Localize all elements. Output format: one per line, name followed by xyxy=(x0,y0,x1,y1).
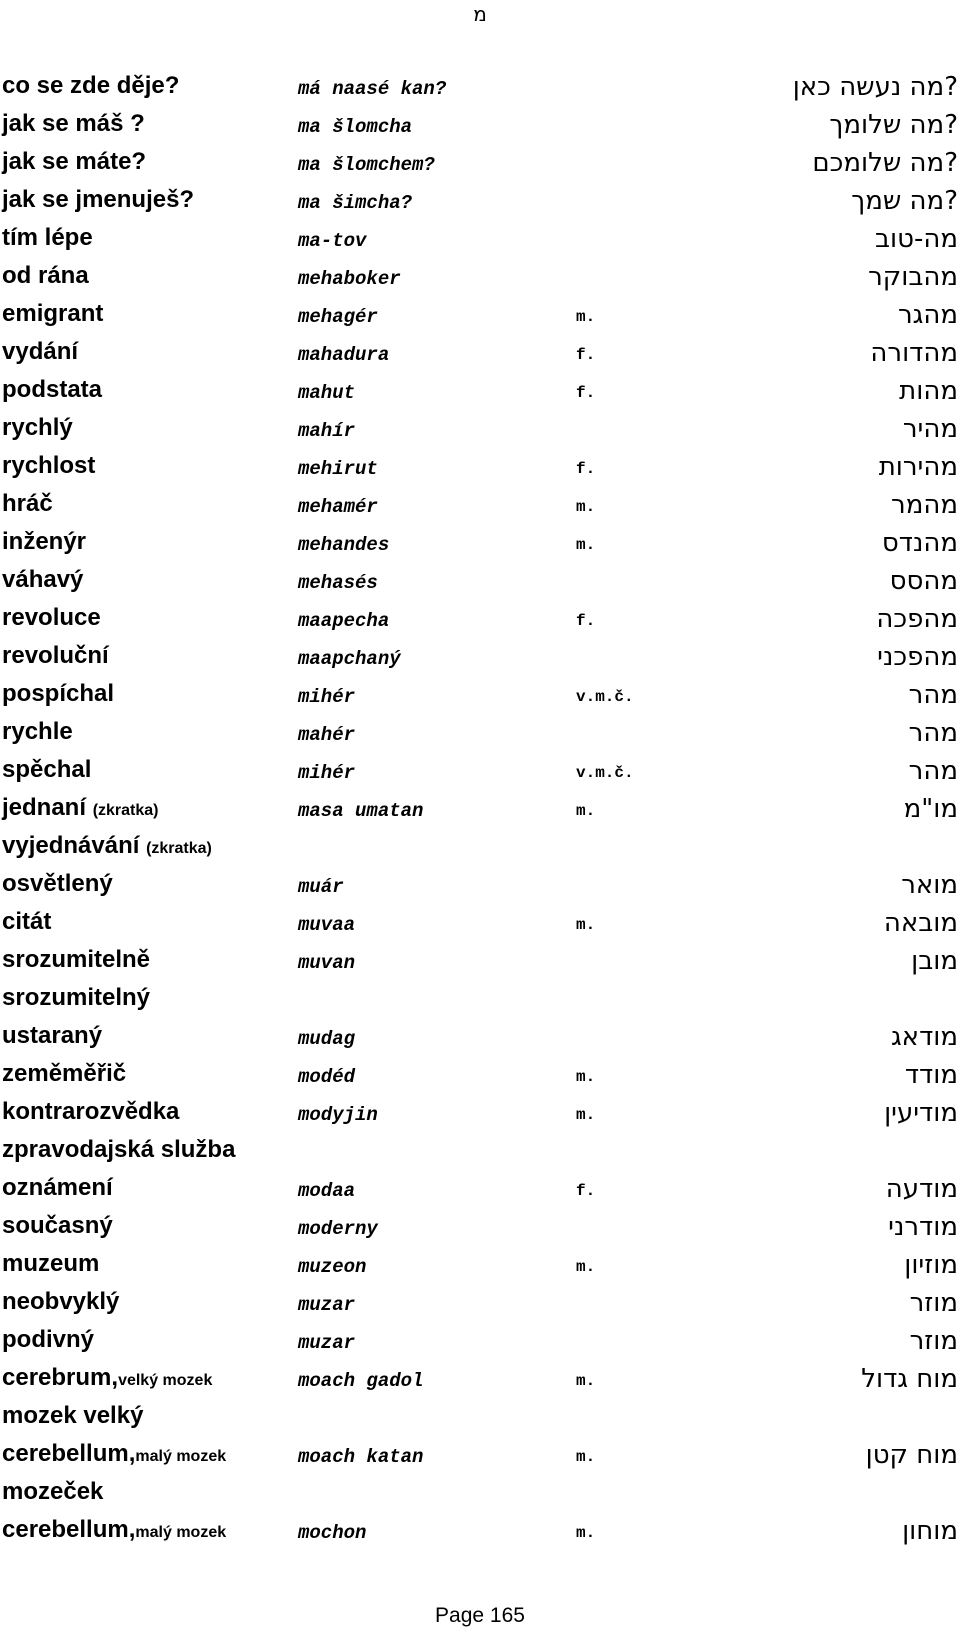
czech-term xyxy=(2,452,95,480)
transliteration: mochon xyxy=(298,1522,367,1544)
czech-term-text: jak se máte? xyxy=(2,148,147,175)
czech-note: (zkratka) xyxy=(146,840,212,857)
czech-term xyxy=(2,794,159,825)
dictionary-row xyxy=(0,488,960,526)
grammar-tag: m. xyxy=(576,802,596,820)
czech-term xyxy=(2,1136,235,1164)
czech-term xyxy=(2,1098,179,1126)
page-number: Page 165 xyxy=(435,1604,525,1627)
dictionary-row xyxy=(0,678,960,716)
hebrew-term: מהר xyxy=(908,756,958,786)
hebrew-term: מודיעין xyxy=(884,1098,958,1128)
czech-term-text: neobvyklý xyxy=(2,1288,120,1315)
czech-term xyxy=(2,148,146,176)
hebrew-term: ?מה שמך xyxy=(851,186,958,216)
czech-term-text: zeměměřič xyxy=(2,1060,127,1087)
dictionary-row xyxy=(0,336,960,374)
grammar-tag: m. xyxy=(576,536,596,554)
czech-term-text: oznámení xyxy=(2,1174,113,1201)
grammar-tag: m. xyxy=(576,1068,596,1086)
dictionary-row xyxy=(0,830,960,868)
czech-term-text: rychlost xyxy=(2,452,96,479)
czech-term xyxy=(2,604,101,632)
transliteration: moach katan xyxy=(298,1446,424,1468)
hebrew-term: מהמר xyxy=(891,490,958,520)
grammar-tag: m. xyxy=(576,1524,596,1542)
czech-term-text: cerebrum, xyxy=(2,1364,119,1391)
dictionary-row xyxy=(0,1476,960,1514)
dictionary-row xyxy=(0,1134,960,1172)
czech-term xyxy=(2,984,150,1012)
dictionary-row xyxy=(0,412,960,450)
transliteration: mahér xyxy=(298,724,356,746)
transliteration: modéd xyxy=(298,1066,356,1088)
dictionary-row xyxy=(0,1172,960,1210)
dictionary-row xyxy=(0,1210,960,1248)
czech-term-text: spěchal xyxy=(2,756,92,783)
hebrew-term: ?מה שלומכם xyxy=(812,148,958,178)
czech-term-text: muzeum xyxy=(2,1250,100,1277)
dictionary-row xyxy=(0,1400,960,1438)
transliteration: maapchaný xyxy=(298,648,401,670)
transliteration: mahut xyxy=(298,382,356,404)
czech-term xyxy=(2,1440,226,1471)
grammar-tag: m. xyxy=(576,1106,596,1124)
czech-term-text: současný xyxy=(2,1212,113,1239)
czech-term-text: ustaraný xyxy=(2,1022,103,1049)
hebrew-term: ?מה שלומך xyxy=(829,110,958,140)
hebrew-term: מוזר xyxy=(909,1326,958,1356)
czech-term xyxy=(2,110,145,138)
czech-term xyxy=(2,680,114,708)
czech-term xyxy=(2,1326,94,1354)
czech-term-text: rychle xyxy=(2,718,73,745)
czech-term-text: inženýr xyxy=(2,528,87,555)
czech-term-text: cerebellum, xyxy=(2,1440,136,1467)
dictionary-row xyxy=(0,70,960,108)
dictionary-row xyxy=(0,1020,960,1058)
transliteration: mihér xyxy=(298,762,356,784)
hebrew-term: מובן xyxy=(911,946,958,976)
czech-term xyxy=(2,528,86,556)
czech-term-text: mozeček xyxy=(2,1478,104,1505)
transliteration: mehirut xyxy=(298,458,378,480)
transliteration: ma šimcha? xyxy=(298,192,413,214)
czech-note: malý mozek xyxy=(135,1524,227,1541)
czech-term-text: cerebellum, xyxy=(2,1516,136,1543)
grammar-tag: v.m.č. xyxy=(576,764,634,782)
grammar-tag: f. xyxy=(576,384,596,402)
dictionary-row xyxy=(0,602,960,640)
czech-term xyxy=(2,1516,226,1547)
transliteration: mehandes xyxy=(298,534,390,556)
dictionary-row xyxy=(0,298,960,336)
czech-term-text: rychlý xyxy=(2,414,73,441)
hebrew-term: מודרני xyxy=(888,1212,958,1242)
hebrew-term: מהיר xyxy=(902,414,958,444)
dictionary-row xyxy=(0,906,960,944)
transliteration: mihér xyxy=(298,686,356,708)
hebrew-term: מה-טוב xyxy=(874,224,958,254)
czech-term xyxy=(2,186,194,214)
czech-term xyxy=(2,376,102,404)
dictionary-row xyxy=(0,1362,960,1400)
czech-term xyxy=(2,832,212,863)
transliteration: mudag xyxy=(298,1028,356,1050)
hebrew-term: מהר xyxy=(908,680,958,710)
transliteration: má naasé kan? xyxy=(298,78,447,100)
czech-term-text: co se zde děje? xyxy=(2,72,180,99)
transliteration: maapecha xyxy=(298,610,390,632)
hebrew-term: מו"מ xyxy=(903,794,958,824)
czech-term-text: podstata xyxy=(2,376,103,403)
hebrew-term: מהסס xyxy=(889,566,958,596)
czech-term-text: váhavý xyxy=(2,566,84,593)
dictionary-row xyxy=(0,260,960,298)
czech-term xyxy=(2,1288,119,1316)
hebrew-term: מהדורה xyxy=(870,338,958,368)
hebrew-term: מהר xyxy=(908,718,958,748)
dictionary-entries xyxy=(0,70,960,1552)
dictionary-row xyxy=(0,1248,960,1286)
czech-term-text: mozek velký xyxy=(2,1402,144,1429)
grammar-tag: f. xyxy=(576,460,596,478)
czech-term-text: vyjednávání xyxy=(2,832,140,859)
hebrew-term: ?מה נעשה כאן xyxy=(792,72,958,102)
czech-term xyxy=(2,1250,99,1278)
dictionary-row xyxy=(0,1096,960,1134)
hebrew-term: מוזיון xyxy=(904,1250,958,1280)
grammar-tag: f. xyxy=(576,346,596,364)
czech-term xyxy=(2,946,150,974)
czech-term xyxy=(2,72,179,100)
transliteration: mahír xyxy=(298,420,356,442)
dictionary-row xyxy=(0,1324,960,1362)
transliteration: muvaa xyxy=(298,914,356,936)
dictionary-row xyxy=(0,754,960,792)
czech-term xyxy=(2,414,73,442)
grammar-tag: m. xyxy=(576,1448,596,1466)
transliteration: ma šlomchem? xyxy=(298,154,435,176)
czech-term-text: srozumitelně xyxy=(2,946,151,973)
grammar-tag: f. xyxy=(576,612,596,630)
czech-term xyxy=(2,1364,212,1395)
dictionary-row xyxy=(0,1438,960,1476)
dictionary-row xyxy=(0,792,960,830)
czech-term xyxy=(2,908,51,936)
hebrew-term: מוח גדול xyxy=(861,1364,958,1394)
dictionary-row xyxy=(0,108,960,146)
dictionary-row xyxy=(0,1286,960,1324)
dictionary-row xyxy=(0,374,960,412)
czech-term xyxy=(2,1022,102,1050)
czech-term-text: od rána xyxy=(2,262,89,289)
dictionary-row xyxy=(0,184,960,222)
czech-term xyxy=(2,1060,126,1088)
grammar-tag: m. xyxy=(576,498,596,516)
transliteration: muvan xyxy=(298,952,356,974)
hebrew-term: מודאג xyxy=(890,1022,958,1052)
czech-term xyxy=(2,224,93,252)
grammar-tag: f. xyxy=(576,1182,596,1200)
czech-term xyxy=(2,1174,113,1202)
dictionary-row xyxy=(0,640,960,678)
czech-term-text: osvětlený xyxy=(2,870,113,897)
czech-term xyxy=(2,490,53,518)
transliteration: ma šlomcha xyxy=(298,116,413,138)
hebrew-term: מהבוקר xyxy=(868,262,958,292)
transliteration: moderny xyxy=(298,1218,378,1240)
czech-term-text: citát xyxy=(2,908,52,935)
czech-term xyxy=(2,566,83,594)
czech-term-text: podivný xyxy=(2,1326,95,1353)
hebrew-term: מואר xyxy=(901,870,958,900)
czech-term-text: pospíchal xyxy=(2,680,115,707)
czech-term xyxy=(2,756,91,784)
hebrew-term: מוחון xyxy=(902,1516,958,1546)
transliteration: muzeon xyxy=(298,1256,367,1278)
transliteration: modaa xyxy=(298,1180,356,1202)
grammar-tag: m. xyxy=(576,1258,596,1276)
czech-term-text: srozumitelný xyxy=(2,984,151,1011)
czech-term-text: revoluce xyxy=(2,604,101,631)
dictionary-row xyxy=(0,1514,960,1552)
czech-note: (zkratka) xyxy=(92,802,159,819)
hebrew-term: מהפכה xyxy=(876,604,958,634)
hebrew-term: מוזר xyxy=(909,1288,958,1318)
transliteration: mahadura xyxy=(298,344,390,366)
hebrew-term: מהנדס xyxy=(881,528,958,558)
czech-term xyxy=(2,1478,103,1506)
grammar-tag: m. xyxy=(576,308,596,326)
dictionary-row xyxy=(0,146,960,184)
czech-term-text: tím lépe xyxy=(2,224,93,251)
czech-term xyxy=(2,642,109,670)
transliteration: muár xyxy=(298,876,344,898)
dictionary-row xyxy=(0,1058,960,1096)
dictionary-row xyxy=(0,868,960,906)
dictionary-row xyxy=(0,716,960,754)
hebrew-term: מוח קטן xyxy=(865,1440,958,1470)
transliteration: mehaboker xyxy=(298,268,401,290)
czech-term-text: jednaní xyxy=(2,794,87,821)
dictionary-row xyxy=(0,450,960,488)
czech-term-text: emigrant xyxy=(2,300,104,327)
dictionary-row xyxy=(0,982,960,1020)
hebrew-term: מודד xyxy=(904,1060,958,1090)
dictionary-row xyxy=(0,526,960,564)
dictionary-row xyxy=(0,222,960,260)
hebrew-term: מהפכני xyxy=(877,642,958,672)
transliteration: mehasés xyxy=(298,572,378,594)
transliteration: ma-tov xyxy=(298,230,367,252)
czech-term xyxy=(2,300,103,328)
hebrew-term: מובאה xyxy=(883,908,958,938)
czech-term-text: kontrarozvědka xyxy=(2,1098,180,1125)
czech-term-text: vydání xyxy=(2,338,79,365)
czech-term xyxy=(2,262,89,290)
transliteration: modyjin xyxy=(298,1104,378,1126)
czech-note: malý mozek xyxy=(135,1448,227,1465)
hebrew-term: מהות xyxy=(899,376,958,406)
grammar-tag: m. xyxy=(576,916,596,934)
transliteration: mehamér xyxy=(298,496,378,518)
czech-term-text: jak se jmenuješ? xyxy=(2,186,195,213)
transliteration: masa umatan xyxy=(298,800,424,822)
dictionary-row xyxy=(0,944,960,982)
grammar-tag: v.m.č. xyxy=(576,688,634,706)
hebrew-term: מהירות xyxy=(878,452,958,482)
czech-term xyxy=(2,718,73,746)
page-header-letter: מ xyxy=(473,2,487,26)
hebrew-term: מהגר xyxy=(897,300,958,330)
transliteration: moach gadol xyxy=(298,1370,424,1392)
czech-term-text: hráč xyxy=(2,490,53,517)
czech-term-text: zpravodajská služba xyxy=(2,1136,236,1163)
czech-term-text: revoluční xyxy=(2,642,109,669)
hebrew-term: מודעה xyxy=(885,1174,958,1204)
grammar-tag: m. xyxy=(576,1372,596,1390)
czech-note: velký mozek xyxy=(118,1372,213,1389)
czech-term xyxy=(2,870,113,898)
transliteration: muzar xyxy=(298,1332,356,1354)
dictionary-row xyxy=(0,564,960,602)
transliteration: muzar xyxy=(298,1294,356,1316)
czech-term xyxy=(2,1402,143,1430)
czech-term xyxy=(2,338,78,366)
czech-term xyxy=(2,1212,113,1240)
czech-term-text: jak se máš ? xyxy=(2,110,145,137)
transliteration: mehagér xyxy=(298,306,378,328)
